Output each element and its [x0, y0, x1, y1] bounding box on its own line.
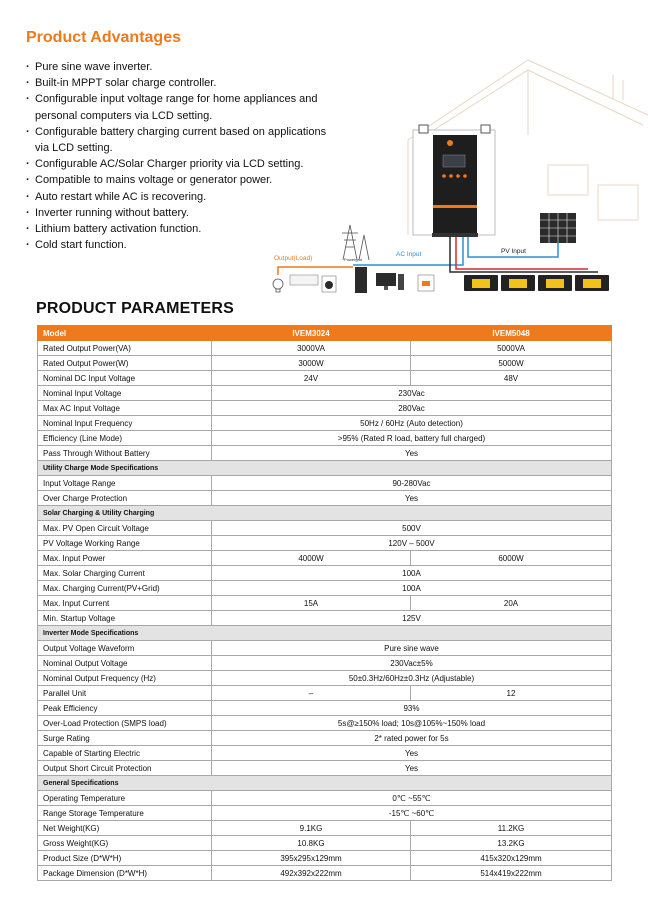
parameter-label: Efficiency (Line Mode) — [38, 431, 212, 446]
parameter-value: 120V – 500V — [212, 536, 612, 551]
parameter-value: 50Hz / 60Hz (Auto detection) — [212, 416, 612, 431]
parameter-value-model-2: 20A — [411, 596, 612, 611]
parameter-label: Rated Output Power(VA) — [38, 341, 212, 356]
parameter-value-model-1: 3000VA — [212, 341, 411, 356]
parameter-label: Nominal Input Frequency — [38, 416, 212, 431]
advantage-item: · Lithium battery activation function. — [26, 221, 335, 237]
parameter-label: Output Voltage Waveform — [38, 641, 212, 656]
parameter-value: Yes — [212, 761, 612, 776]
parameter-label: Max. Solar Charging Current — [38, 566, 212, 581]
parameter-value: Yes — [212, 446, 612, 461]
product-advantages-title: Product Advantages — [26, 29, 181, 46]
product-parameters-title: PRODUCT PARAMETERS — [36, 300, 234, 317]
table-row — [38, 341, 612, 356]
advantage-item: · Configurable AC/Solar Charger priority via LCD setting. — [26, 156, 335, 172]
parameter-label: Pass Through Without Battery — [38, 446, 212, 461]
parameter-label: Package Dimension (D*W*H) — [38, 866, 212, 881]
table-row — [38, 581, 612, 596]
parameter-label: Surge Rating — [38, 731, 212, 746]
pv-input-label: PV Input — [501, 248, 526, 255]
parameter-label: Net Weight(KG) — [38, 821, 212, 836]
battery-icon — [575, 275, 609, 291]
parameter-value: 2* rated power for 5s — [212, 731, 612, 746]
parameter-value: 230Vac — [212, 386, 612, 401]
advantage-item: · Cold start function. — [26, 237, 335, 253]
advantage-item: · Pure sine wave inverter. — [26, 59, 335, 75]
parameter-label: Nominal DC Input Voltage — [38, 371, 212, 386]
table-row — [38, 671, 612, 686]
light-bulb-icon — [273, 279, 283, 292]
section-heading: Utility Charge Mode Specifications — [38, 461, 612, 476]
table-row — [38, 476, 612, 491]
table-row — [38, 791, 612, 806]
parameter-value: 50±0.3Hz/60Hz±0.3Hz (Adjustable) — [212, 671, 612, 686]
battery-icon — [538, 275, 572, 291]
parameter-value: 90-280Vac — [212, 476, 612, 491]
parameter-value-model-1: 4000W — [212, 551, 411, 566]
parameter-value: >95% (Rated R load, battery full charged) — [212, 431, 612, 446]
parameter-label: Max AC Input Voltage — [38, 401, 212, 416]
table-row — [38, 521, 612, 536]
parameter-value-model-1: 3000W — [212, 356, 411, 371]
advantage-item: · Configurable battery charging current based on applications via LCD setting. — [26, 124, 335, 156]
lcd-screen — [443, 155, 465, 167]
parameter-label: Output Short Circuit Protection — [38, 761, 212, 776]
parameter-label: Min. Startup Voltage — [38, 611, 212, 626]
table-row — [38, 416, 612, 431]
table-row — [38, 866, 612, 881]
output-load-label: Output(Load) — [274, 255, 313, 262]
section-heading: Solar Charging & Utility Charging — [38, 506, 612, 521]
table-row — [38, 746, 612, 761]
parameter-value-model-1: 9.1KG — [212, 821, 411, 836]
parameter-value-model-1: 15A — [212, 596, 411, 611]
battery-icon — [464, 275, 498, 291]
table-row — [38, 356, 612, 371]
parameter-value: 500V — [212, 521, 612, 536]
parameter-value-model-1: 395x295x129mm — [212, 851, 411, 866]
powergrid-label: Powergrid — [344, 257, 363, 262]
table-row — [38, 446, 612, 461]
parameter-value-model-2: 12 — [411, 686, 612, 701]
table-row — [38, 821, 612, 836]
parameter-value-model-1: 10.8KG — [212, 836, 411, 851]
parameter-label: Input Voltage Range — [38, 476, 212, 491]
charger-icon — [418, 275, 434, 291]
table-row — [38, 716, 612, 731]
parameter-label: Max. PV Open Circuit Voltage — [38, 521, 212, 536]
table-section-row — [38, 626, 612, 641]
parameter-label: Operating Temperature — [38, 791, 212, 806]
table-row — [38, 491, 612, 506]
table-row — [38, 566, 612, 581]
parameter-value: 0℃ ~55℃ — [212, 791, 612, 806]
parameter-value: 230Vac±5% — [212, 656, 612, 671]
air-conditioner-icon — [290, 275, 318, 285]
table-row — [38, 656, 612, 671]
table-row — [38, 701, 612, 716]
table-section-row — [38, 461, 612, 476]
parameter-label: Capable of Starting Electric — [38, 746, 212, 761]
parameter-value-model-2: 5000W — [411, 356, 612, 371]
parameter-value: 93% — [212, 701, 612, 716]
table-row — [38, 851, 612, 866]
parameter-value-model-2: 13.2KG — [411, 836, 612, 851]
table-row — [38, 686, 612, 701]
parameter-label: Over-Load Protection (SMPS load) — [38, 716, 212, 731]
power-tower-icon — [342, 225, 369, 260]
table-row — [38, 731, 612, 746]
washing-machine-icon — [322, 276, 336, 292]
parameter-value: 280Vac — [212, 401, 612, 416]
parameter-value-model-2: 5000VA — [411, 341, 612, 356]
header-label: Model — [38, 326, 212, 341]
parameter-label: Range Storage Temperature — [38, 806, 212, 821]
parameter-value: -15℃ ~60℃ — [212, 806, 612, 821]
system-connection-diagram — [258, 55, 648, 300]
parameter-value-model-2: 6000W — [411, 551, 612, 566]
brand-logo-icon — [447, 140, 453, 146]
parameter-label: PV Voltage Working Range — [38, 536, 212, 551]
table-row — [38, 836, 612, 851]
parameter-value: 100A — [212, 566, 612, 581]
advantage-item: · Inverter running without battery. — [26, 205, 335, 221]
parameter-label: Parallel Unit — [38, 686, 212, 701]
table-row — [38, 806, 612, 821]
parameter-value: Yes — [212, 491, 612, 506]
parameter-value-model-1: 24V — [212, 371, 411, 386]
parameters-table — [37, 325, 612, 881]
parameter-value: 125V — [212, 611, 612, 626]
parameter-label: Nominal Input Voltage — [38, 386, 212, 401]
inverter-unit — [413, 125, 495, 237]
parameter-value-model-1: 492x392x222mm — [212, 866, 411, 881]
output-wire — [278, 267, 353, 275]
parameter-label: Max. Input Current — [38, 596, 212, 611]
table-row — [38, 371, 612, 386]
parameter-value: Yes — [212, 746, 612, 761]
table-row — [38, 761, 612, 776]
battery-icon — [501, 275, 535, 291]
table-section-row — [38, 506, 612, 521]
advantage-item: · Configurable input voltage range for home appliances and personal computers via LCD setting. — [26, 91, 335, 123]
table-header-row — [38, 326, 612, 341]
table-row — [38, 551, 612, 566]
advantage-item: · Built-in MPPT solar charge controller. — [26, 75, 335, 91]
section-heading: Inverter Mode Specifications — [38, 626, 612, 641]
header-model-2: IVEM5048 — [411, 326, 612, 341]
parameter-label: Peak Efficiency — [38, 701, 212, 716]
parameter-value-model-1: – — [212, 686, 411, 701]
parameter-value: Pure sine wave — [212, 641, 612, 656]
parameter-value-model-2: 48V — [411, 371, 612, 386]
header-model-1: IVEM3024 — [212, 326, 411, 341]
advantage-item: · Compatible to mains voltage or generator power. — [26, 172, 335, 188]
parameter-value-model-2: 514x419x222mm — [411, 866, 612, 881]
parameter-label: Rated Output Power(W) — [38, 356, 212, 371]
table-row — [38, 536, 612, 551]
table-section-row — [38, 776, 612, 791]
parameter-label: Nominal Output Frequency (Hz) — [38, 671, 212, 686]
table-row — [38, 641, 612, 656]
parameter-label: Gross Weight(KG) — [38, 836, 212, 851]
advantage-item: · Auto restart while AC is recovering. — [26, 189, 335, 205]
table-row — [38, 596, 612, 611]
parameter-label: Over Charge Protection — [38, 491, 212, 506]
parameter-value-model-2: 415x320x129mm — [411, 851, 612, 866]
parameter-label: Max. Charging Current(PV+Grid) — [38, 581, 212, 596]
parameter-label: Product Size (D*W*H) — [38, 851, 212, 866]
computer-icon — [376, 273, 404, 290]
parameter-label: Max. Input Power — [38, 551, 212, 566]
parameter-label: Nominal Output Voltage — [38, 656, 212, 671]
table-row — [38, 611, 612, 626]
parameter-value: 5s@≥150% load; 10s@105%~150% load — [212, 716, 612, 731]
ac-input-label: AC Input — [396, 251, 422, 258]
table-row — [38, 431, 612, 446]
parameter-value-model-2: 11.2KG — [411, 821, 612, 836]
refrigerator-icon — [355, 267, 367, 293]
solar-panel-icon — [540, 213, 576, 243]
parameter-value: 100A — [212, 581, 612, 596]
table-row — [38, 401, 612, 416]
table-row — [38, 386, 612, 401]
section-heading: General Specifications — [38, 776, 612, 791]
